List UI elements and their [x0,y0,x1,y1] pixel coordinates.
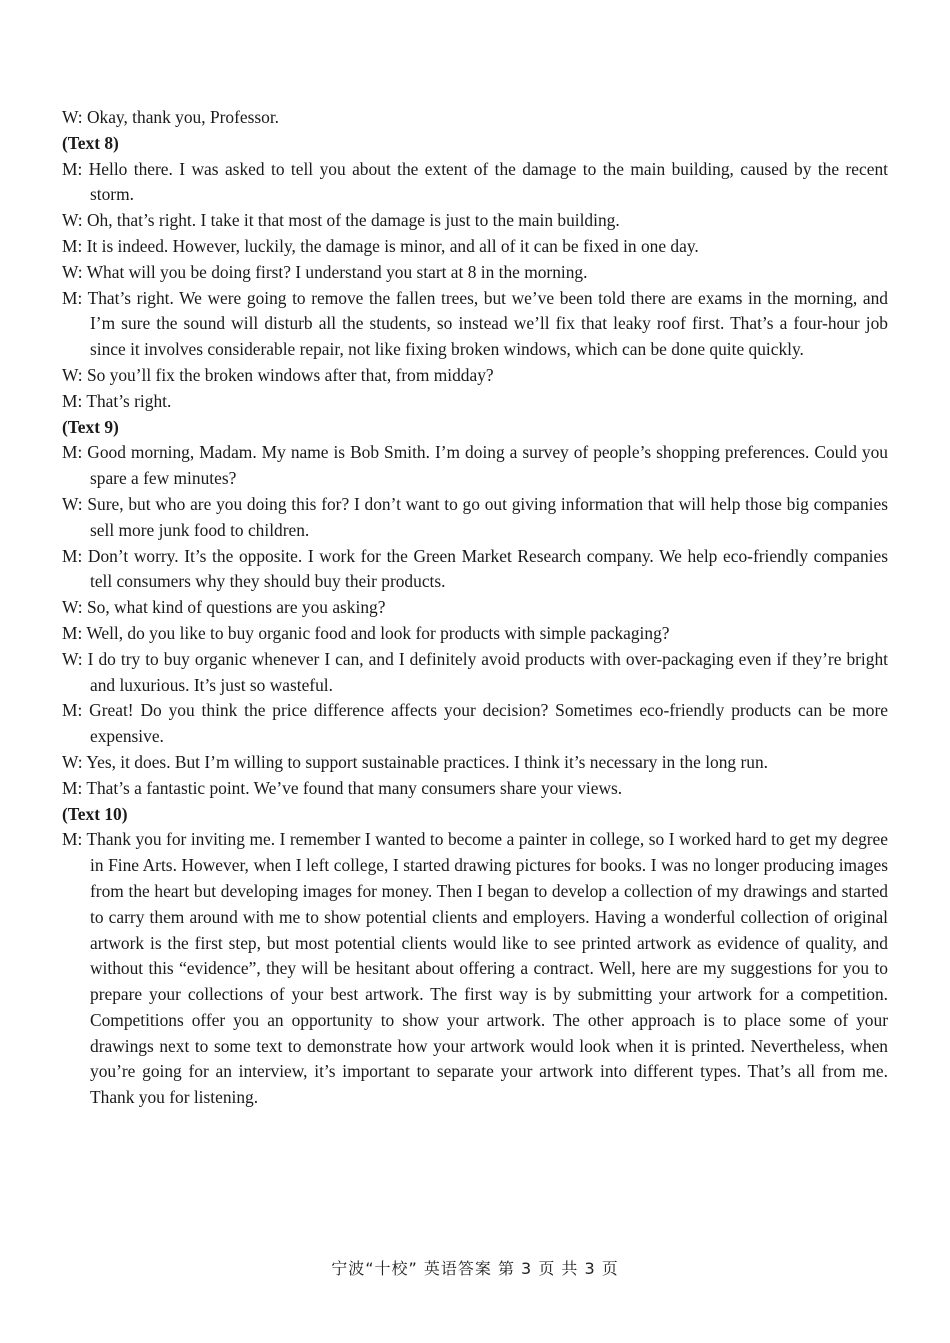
dialogue-line: W: What will you be doing first? I understand you start at 8 in the morning. [62,261,588,282]
dialogue-line: W: So, what kind of questions are you asking? [62,597,386,618]
section-heading: (Text 10) [62,803,128,824]
dialogue-line: M: That’s right. We were going to remove the fallen trees, but we’ve been told there are exams in the morning, and I’m sure the sound will disturb all the students, so instead we’ll fix that leaky roof first. That’s a four-hour job since it involves considerable repair, not like fixing broken windows, which can be done quite quickly. [62,287,888,360]
dialogue-line: M: That’s a fantastic point. We’ve found that many consumers share your views. [62,777,623,798]
page-footer: 宁波“十校” 英语答案 第 3 页 共 3 页 [331,1259,619,1278]
dialogue-line: M: It is indeed. However, luckily, the damage is minor, and all of it can be fixed in one day. [62,235,699,256]
dialogue-line: M: Good morning, Madam. My name is Bob Smith. I’m doing a survey of people’s shopping preferences. Could you spare a few minutes? [62,442,888,489]
dialogue-line: M: Well, do you like to buy organic food and look for products with simple packaging? [62,622,670,643]
dialogue-line: W: I do try to buy organic whenever I can, and I definitely avoid products with over-packaging even if they’re bright and luxurious. It’s just so wasteful. [62,648,888,695]
dialogue-line: W: Oh, that’s right. I take it that most of the damage is just to the main building. [62,210,620,231]
dialogue-line: W: Yes, it does. But I’m willing to support sustainable practices. I think it’s necessary in the long run. [62,751,768,772]
dialogue-line: W: So you’ll fix the broken windows after that, from midday? [62,364,494,385]
dialogue-line: W: Sure, but who are you doing this for? I don’t want to go out giving information that will help those big companies sell more junk food to children. [62,493,888,540]
section-heading: (Text 9) [62,416,119,437]
dialogue-line: M: Don’t worry. It’s the opposite. I work for the Green Market Research company. We help eco-friendly companies tell consumers why they should buy their products. [62,545,888,592]
dialogue-line: M: Hello there. I was asked to tell you about the extent of the damage to the main building, caused by the recent storm. [62,158,888,205]
transcript-body [62,105,888,1111]
dialogue-line: M: Thank you for inviting me. I remember I wanted to become a painter in college, so I worked hard to get my degree in Fine Arts. However, when I left college, I started drawing pictures for books. I was no longer producing images from the heart but developing images for money. Then I began to develop a collection of my drawings and started to carry them around with me to show potential clients and employers. Having a wonderful collection of original artwork is the first step, but most potential clients would like to see printed artwork as evidence of quality, and without this “evidence”, they will be hesitant about offering a contract. Well, here are my suggestions for you to prepare your collections of your best artwork. The first way is by submitting your artwork for a competition. Competitions offer you an opportunity to show your artwork. The other approach is to place some of your drawings next to some text to demonstrate how your artwork would look when it is printed. Nevertheless, when you’re going for an interview, it’s important to separate your artwork into different types. That’s all from me. Thank you for listening. [62,829,888,1108]
section-heading: (Text 8) [62,132,119,153]
dialogue-line: M: That’s right. [62,390,172,411]
dialogue-line: W: Okay, thank you, Professor. [62,107,280,127]
dialogue-line: M: Great! Do you think the price difference affects your decision? Sometimes eco-friendly products can be more expensive. [62,700,888,747]
